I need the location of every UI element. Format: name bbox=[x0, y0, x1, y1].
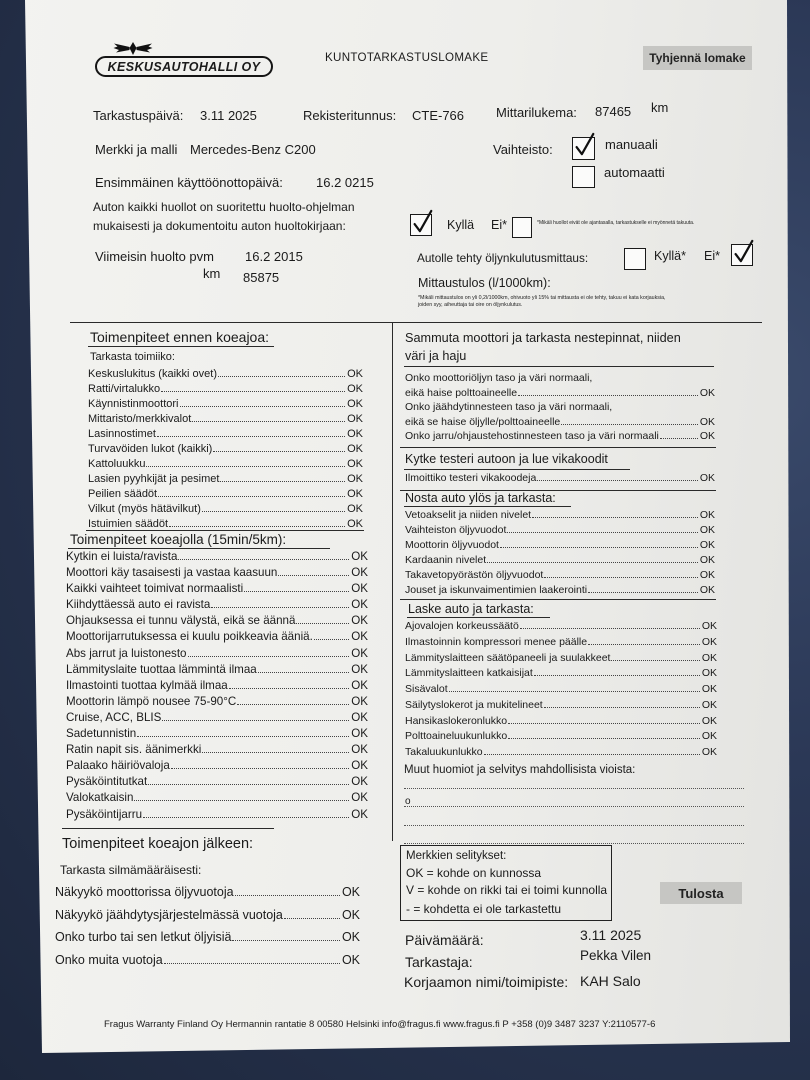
notes-line[interactable] bbox=[404, 825, 744, 826]
after-drive-title: Toimenpiteet koeajon jälkeen: bbox=[62, 836, 254, 852]
dotted-leader bbox=[148, 784, 349, 785]
check-item bbox=[66, 581, 368, 597]
fluids-checklist bbox=[405, 371, 715, 444]
dotted-leader bbox=[164, 963, 340, 964]
check-item-label: Lasien pyyhkijät ja pesimet bbox=[88, 473, 220, 485]
check-item-label: eikä haise polttoaineelle bbox=[405, 386, 518, 399]
odometer-unit: km bbox=[651, 100, 669, 115]
check-item-status[interactable]: OK bbox=[351, 759, 368, 773]
section-divider bbox=[70, 322, 762, 323]
dotted-leader bbox=[162, 720, 349, 721]
check-item-status[interactable]: OK bbox=[347, 503, 363, 515]
gearbox-automatic-label: automaatti bbox=[604, 165, 665, 180]
lowered-checklist bbox=[405, 619, 717, 761]
signoff-date-field[interactable]: 3.11 2025 bbox=[580, 927, 642, 943]
dotted-leader bbox=[137, 736, 349, 737]
check-item-status[interactable]: OK bbox=[347, 413, 363, 425]
check-item-label: Moottorijarrutuksessa ei kuulu poikkeavia ääniä. bbox=[66, 630, 313, 644]
check-item bbox=[88, 367, 363, 382]
check-item bbox=[405, 682, 717, 698]
dotted-leader bbox=[146, 466, 345, 467]
test-drive-end-line bbox=[62, 828, 274, 829]
check-item bbox=[405, 745, 717, 761]
before-drive-subtitle: Tarkasta toimiiko: bbox=[90, 351, 175, 363]
check-item bbox=[55, 881, 360, 904]
legend-title: Merkkien selitykset: bbox=[406, 850, 507, 862]
dotted-leader bbox=[487, 562, 698, 563]
oil-test-yes-label: Kyllä* bbox=[654, 249, 686, 263]
dotted-leader bbox=[161, 391, 345, 392]
check-item-status[interactable]: OK bbox=[699, 538, 715, 551]
clear-form-button[interactable]: Tyhjennä lomake bbox=[643, 46, 752, 70]
dotted-leader bbox=[244, 591, 349, 592]
check-item-label: Vaihteiston öljyvuodot bbox=[405, 523, 507, 536]
service-history-footnote: *Mikäli huollot eivät ole ajantasalla, tarkastukselle ei myönnetä takuuta. bbox=[537, 220, 695, 226]
check-item-label: Istuimien säädöt bbox=[88, 518, 169, 530]
check-item-status[interactable]: OK bbox=[351, 807, 368, 821]
check-item-label: Lasinnostimet bbox=[88, 428, 156, 440]
inspection-date-field[interactable]: 3.11 2025 bbox=[200, 108, 257, 123]
check-item bbox=[405, 538, 715, 553]
check-item-label: Sisävalot bbox=[405, 683, 448, 695]
dotted-leader bbox=[192, 421, 345, 422]
check-item-label: Cruise, ACC, BLIS bbox=[66, 710, 162, 724]
fluids-title-line2: väri ja haju bbox=[405, 349, 467, 363]
service-history-no-label: Ei* bbox=[491, 218, 507, 232]
service-history-yes-label: Kyllä bbox=[447, 218, 475, 232]
notes-entry[interactable]: o bbox=[405, 796, 411, 807]
dotted-leader bbox=[500, 547, 698, 548]
check-item-label: Pysäköintitutkat bbox=[66, 775, 148, 789]
dotted-leader bbox=[169, 526, 345, 527]
dotted-leader bbox=[518, 395, 698, 396]
check-item bbox=[88, 472, 363, 487]
check-item bbox=[55, 949, 360, 972]
dotted-leader bbox=[237, 704, 349, 705]
check-item-label: Ilmastointi tuottaa kylmää ilmaa bbox=[66, 678, 228, 692]
diagnostics-checklist bbox=[405, 471, 715, 486]
check-item bbox=[66, 549, 368, 565]
dotted-leader bbox=[202, 511, 345, 512]
check-item-label: Ilmoittiko testeri vikakoodeja bbox=[405, 472, 537, 484]
dotted-leader bbox=[588, 592, 698, 593]
checkmark-icon bbox=[412, 208, 433, 235]
check-item-status[interactable]: OK bbox=[351, 598, 368, 612]
check-item-status[interactable]: OK bbox=[351, 791, 368, 805]
check-item bbox=[405, 429, 715, 444]
check-item bbox=[405, 635, 717, 651]
check-item-label: Palaako häiriövaloja bbox=[66, 759, 170, 773]
dotted-leader bbox=[188, 656, 350, 657]
checkmark-icon bbox=[733, 238, 754, 265]
check-item-label: Onko turbo tai sen letkut öljyisiä bbox=[55, 930, 232, 945]
check-item-status[interactable]: OK bbox=[699, 472, 715, 484]
check-item-status[interactable]: OK bbox=[699, 386, 715, 399]
registration-label: Rekisteritunnus: bbox=[303, 108, 397, 123]
test-drive-title: Toimenpiteet koeajolla (15min/5km): bbox=[70, 532, 287, 547]
check-item bbox=[66, 790, 368, 806]
check-item bbox=[405, 415, 715, 430]
legend-item-v: V = kohde on rikki tai ei toimi kunnolla bbox=[406, 883, 608, 897]
check-item-status[interactable]: OK bbox=[699, 568, 715, 581]
lifted-end-line bbox=[400, 599, 716, 600]
before-drive-checklist bbox=[88, 367, 363, 532]
footer-company-info: Fragus Warranty Finland Oy Hermannin rantatie 8 00580 Helsinki info@fragus.fi www.fragus.fi P +358 (0)9 3487 3237 Y:2110577-6 bbox=[104, 1019, 656, 1030]
check-item-label: Valokatkaisin bbox=[66, 791, 134, 805]
lifted-title: Nosta auto ylös ja tarkasta: bbox=[405, 491, 556, 505]
gearbox-manual-label: manuaali bbox=[605, 137, 658, 152]
check-item bbox=[405, 568, 715, 583]
odometer-field[interactable]: 87465 bbox=[595, 104, 632, 119]
check-item bbox=[405, 651, 717, 667]
dotted-leader bbox=[507, 532, 697, 533]
dotted-leader bbox=[171, 768, 349, 769]
dotted-leader bbox=[229, 688, 349, 689]
check-item bbox=[66, 613, 368, 629]
check-item-status[interactable]: OK bbox=[701, 667, 717, 680]
check-item bbox=[405, 553, 715, 568]
check-item bbox=[66, 662, 368, 678]
check-item-label: Näkyykö jäähdytysjärjestelmässä vuotoja bbox=[55, 907, 283, 922]
check-item-label: Keskuslukitus (kaikki ovet) bbox=[88, 368, 217, 380]
print-button[interactable]: Tulosta bbox=[660, 882, 742, 904]
gearbox-automatic-checkbox[interactable] bbox=[572, 166, 595, 188]
dotted-leader bbox=[235, 895, 340, 896]
check-item-status[interactable]: OK bbox=[701, 730, 717, 743]
check-item bbox=[66, 710, 368, 726]
check-item-label: Ohjauksessa ei tunnu välystä, eikä se äännä bbox=[66, 614, 296, 628]
check-item-text bbox=[405, 371, 715, 386]
check-item-status[interactable]: OK bbox=[351, 566, 368, 580]
column-divider bbox=[392, 323, 393, 841]
check-item-label: Ilmastoinnin kompressori menee päälle bbox=[405, 635, 588, 648]
check-item-label: Ajovalojen korkeussäätö bbox=[405, 620, 519, 632]
check-item-label: Onko jarru/ohjaustehostinnesteen taso ja väri normaali bbox=[405, 430, 659, 442]
check-item bbox=[55, 904, 360, 927]
notes-line[interactable] bbox=[404, 806, 744, 807]
check-item bbox=[88, 397, 363, 412]
before-drive-title-underline bbox=[88, 346, 274, 347]
check-item-label: Turvavöiden lukot (kaikki) bbox=[88, 443, 213, 455]
check-item-status[interactable]: OK bbox=[347, 398, 363, 410]
check-item bbox=[405, 666, 717, 682]
check-item-status[interactable]: OK bbox=[341, 953, 360, 968]
test-drive-checklist bbox=[66, 549, 368, 823]
dotted-leader bbox=[213, 451, 345, 452]
check-item bbox=[66, 629, 368, 645]
check-item-label: Peilien säädöt bbox=[88, 488, 158, 500]
check-item bbox=[55, 926, 360, 949]
check-item-status[interactable]: OK bbox=[699, 523, 715, 536]
check-item-label: Polttoaineluukunlukko bbox=[405, 730, 508, 743]
dotted-leader bbox=[218, 376, 345, 377]
fluids-title-underline bbox=[404, 366, 714, 367]
check-item-label: Jouset ja iskunvaimentimien laakerointi bbox=[405, 583, 588, 596]
check-item-label: Lämmityslaitteen katkaisijat bbox=[405, 667, 533, 680]
oil-test-no-checkbox[interactable] bbox=[731, 244, 753, 266]
check-item-label: Onko moottoriöljyn taso ja väri normaali, bbox=[405, 372, 593, 384]
check-item-label: Moottori käy tasaisesti ja vastaa kaasuun bbox=[66, 566, 278, 580]
inspection-date-label: Tarkastuspäivä: bbox=[93, 108, 184, 123]
check-item-text bbox=[405, 400, 715, 415]
fluids-end-line bbox=[400, 447, 716, 448]
check-item-status[interactable]: OK bbox=[351, 727, 368, 741]
check-item-status[interactable]: OK bbox=[347, 458, 363, 470]
check-item-status[interactable]: OK bbox=[351, 662, 368, 676]
form-title: KUNTOTARKASTUSLOMAKE bbox=[325, 51, 489, 64]
first-registration-field[interactable]: 16.2 0215 bbox=[316, 175, 374, 190]
check-item-status[interactable]: OK bbox=[347, 368, 363, 380]
company-logo: KESKUSAUTOHALLI OY bbox=[95, 56, 273, 77]
check-item-label: Lämmityslaite tuottaa lämmintä ilmaa bbox=[66, 662, 257, 676]
check-item bbox=[66, 565, 368, 581]
dotted-leader bbox=[508, 723, 700, 724]
check-item bbox=[405, 698, 717, 714]
fluids-title-line1: Sammuta moottori ja tarkasta nestepinnat, niiden bbox=[405, 331, 681, 345]
check-item-label: Onko jäähdytinnesteen taso ja väri normaali, bbox=[405, 401, 613, 413]
last-service-km-field[interactable]: 85875 bbox=[243, 270, 280, 285]
last-service-date-label: Viimeisin huolto pvm bbox=[95, 249, 214, 264]
dotted-leader bbox=[508, 738, 700, 739]
dotted-leader bbox=[588, 644, 700, 645]
check-item-status[interactable]: OK bbox=[701, 651, 717, 664]
check-item-status[interactable]: OK bbox=[701, 698, 717, 711]
last-service-date-field[interactable]: 16.2 2015 bbox=[245, 249, 303, 264]
check-item bbox=[88, 412, 363, 427]
odometer-label: Mittarilukema: bbox=[496, 105, 577, 120]
check-item bbox=[66, 807, 368, 823]
service-history-text-line2: mukaisesti ja dokumentoitu auton huoltokirjaan: bbox=[93, 219, 346, 233]
checkmark-icon bbox=[574, 131, 595, 158]
check-item-label: Takavetopyörästön öljyvuodot bbox=[405, 568, 544, 581]
check-item-status[interactable]: OK bbox=[341, 930, 360, 945]
check-item-status[interactable]: OK bbox=[699, 583, 715, 596]
check-item-status[interactable]: OK bbox=[701, 635, 717, 648]
check-item bbox=[66, 597, 368, 613]
legend-item-dash: - = kohdetta ei ole tarkastettu bbox=[406, 902, 562, 916]
check-item-label: Lämmityslaitteen säätöpaneeli ja suulakkeet bbox=[405, 651, 611, 664]
check-item-status[interactable]: OK bbox=[701, 620, 717, 632]
dotted-leader bbox=[532, 517, 698, 518]
check-item-status[interactable]: OK bbox=[351, 694, 368, 708]
dotted-leader bbox=[611, 660, 699, 661]
service-history-no-checkbox[interactable] bbox=[512, 217, 532, 238]
check-item bbox=[405, 583, 715, 598]
check-item-status[interactable]: OK bbox=[347, 473, 363, 485]
check-item-status[interactable]: OK bbox=[351, 775, 368, 789]
check-item-status[interactable]: OK bbox=[701, 746, 717, 758]
dotted-leader bbox=[484, 754, 700, 755]
check-item bbox=[88, 487, 363, 502]
oil-test-footnote: *Mikäli mittaustulos on yli 0,2l/1000km, ohivuoto yli 15% tai mittausta ei ole tehty, takuu ei kata korjauksia, joiden syy, aiheuttaja tai oire on öljynkulutus. bbox=[418, 295, 666, 309]
registration-field[interactable]: CTE-766 bbox=[412, 108, 465, 123]
check-item bbox=[66, 646, 368, 662]
check-item-status[interactable]: OK bbox=[351, 630, 368, 644]
before-drive-end-line bbox=[86, 530, 364, 531]
dotted-leader bbox=[660, 438, 698, 439]
check-item-status[interactable]: OK bbox=[699, 553, 715, 566]
check-item-label: Säilytyslokerot ja mukitelineet bbox=[405, 698, 543, 711]
check-item bbox=[88, 442, 363, 457]
dotted-leader bbox=[220, 481, 345, 482]
check-item-status[interactable]: OK bbox=[347, 488, 363, 500]
check-item-label: Hansikaslokeronlukko bbox=[405, 714, 508, 727]
check-item-label: Onko muita vuotoja bbox=[55, 953, 163, 968]
gearbox-manual-checkbox[interactable] bbox=[572, 137, 595, 160]
check-item-label: Käynnistinmoottori bbox=[88, 398, 179, 410]
inspector-field[interactable]: Pekka Vilen bbox=[580, 948, 652, 963]
dotted-leader bbox=[202, 752, 349, 753]
check-item-status[interactable]: OK bbox=[701, 683, 717, 695]
check-item-status[interactable]: OK bbox=[347, 428, 363, 440]
dotted-leader bbox=[449, 691, 700, 692]
check-item-label: Vilkut (myös hätävilkut) bbox=[88, 503, 201, 515]
lifted-checklist bbox=[405, 508, 715, 598]
workshop-label: Korjaamon nimi/toimipiste: bbox=[404, 974, 569, 990]
check-item-status[interactable]: OK bbox=[341, 907, 360, 922]
dotted-leader bbox=[134, 800, 349, 801]
check-item-label: eikä se haise öljylle/polttoaineelle bbox=[405, 415, 561, 428]
dotted-leader bbox=[157, 436, 345, 437]
check-item-label: Kiihdyttäessä auto ei ravista bbox=[66, 598, 211, 612]
check-item bbox=[88, 382, 363, 397]
dotted-leader bbox=[278, 575, 349, 576]
check-item bbox=[66, 694, 368, 710]
check-item-label: Ratti/virtalukko bbox=[88, 383, 161, 395]
check-item-status[interactable]: OK bbox=[351, 710, 368, 724]
dotted-leader bbox=[284, 918, 340, 919]
gearbox-label: Vaihteisto: bbox=[493, 142, 553, 157]
diagnostics-title: Kytke testeri autoon ja lue vikakoodit bbox=[405, 452, 608, 466]
oil-test-yes-checkbox[interactable] bbox=[624, 248, 646, 270]
check-item-label: Vetoakselit ja niiden nivelet bbox=[405, 508, 532, 521]
dotted-leader bbox=[211, 607, 349, 608]
check-item bbox=[405, 471, 715, 486]
check-item-label: Kattoluukku bbox=[88, 458, 146, 470]
check-item bbox=[88, 502, 363, 517]
inspector-label: Tarkastaja: bbox=[405, 954, 473, 970]
check-item-status[interactable]: OK bbox=[701, 714, 717, 727]
signoff-date-label: Päivämäärä: bbox=[405, 932, 484, 948]
check-item-status[interactable]: OK bbox=[699, 415, 715, 428]
last-service-km-label: km bbox=[203, 266, 221, 281]
check-item-status[interactable]: OK bbox=[351, 646, 368, 660]
check-item bbox=[66, 774, 368, 790]
check-item-label: Kardaanin nivelet bbox=[405, 553, 487, 566]
dotted-leader bbox=[544, 577, 697, 578]
service-history-text-line1: Auton kaikki huollot on suoritettu huolto-ohjelman bbox=[93, 200, 355, 214]
check-item bbox=[405, 619, 717, 635]
oil-test-no-label: Ei* bbox=[704, 249, 720, 263]
notes-line[interactable] bbox=[404, 788, 744, 789]
dotted-leader bbox=[314, 639, 349, 640]
check-item-label: Abs jarrut ja luistonesto bbox=[66, 646, 187, 660]
check-item bbox=[66, 742, 368, 758]
dotted-leader bbox=[178, 559, 349, 560]
service-history-yes-checkbox[interactable] bbox=[410, 214, 432, 236]
lowered-title: Laske auto ja tarkasta: bbox=[408, 602, 534, 616]
check-item bbox=[405, 729, 717, 745]
check-item-label: Pysäköintijarru bbox=[66, 807, 143, 821]
dotted-leader bbox=[180, 406, 346, 407]
dotted-leader bbox=[232, 940, 339, 941]
check-item bbox=[66, 758, 368, 774]
check-item-label: Moottorin öljyvuodot bbox=[405, 538, 499, 551]
check-item bbox=[66, 726, 368, 742]
check-item bbox=[88, 427, 363, 442]
check-item-status[interactable]: OK bbox=[699, 508, 715, 521]
check-item-label: Näkyykö moottorissa öljyvuotoja bbox=[55, 885, 234, 899]
check-item-label: Takaluukunlukko bbox=[405, 746, 483, 758]
workshop-field[interactable]: KAH Salo bbox=[580, 973, 641, 989]
check-item bbox=[405, 508, 715, 523]
check-item bbox=[88, 457, 363, 472]
check-item-status[interactable]: OK bbox=[351, 614, 368, 628]
check-item-label: Moottorin lämpö nousee 75-90°C bbox=[66, 694, 237, 708]
check-item-status[interactable]: OK bbox=[351, 678, 368, 692]
dotted-leader bbox=[561, 424, 698, 425]
make-model-field[interactable]: Mercedes-Benz C200 bbox=[190, 142, 316, 157]
dotted-leader bbox=[158, 496, 345, 497]
dotted-leader bbox=[544, 707, 700, 708]
notes-label: Muut huomiot ja selvitys mahdollisista vioista: bbox=[404, 764, 636, 776]
first-registration-label: Ensimmäinen käyttöönottopäivä: bbox=[95, 175, 283, 190]
lowered-title-underline bbox=[407, 617, 550, 618]
check-item-status[interactable]: OK bbox=[351, 743, 368, 757]
check-item bbox=[405, 714, 717, 730]
before-drive-title: Toimenpiteet ennen koeajoa: bbox=[90, 329, 270, 345]
diagnostics-title-underline bbox=[404, 469, 630, 470]
check-item-label: Kytkin ei luista/ravista bbox=[66, 550, 178, 563]
make-model-label: Merkki ja malli bbox=[95, 142, 178, 157]
check-item-label: Kaikki vaihteet toimivat normaalisti bbox=[66, 582, 244, 596]
check-item-status[interactable]: OK bbox=[351, 582, 368, 596]
check-item-status[interactable]: OK bbox=[347, 518, 363, 530]
after-drive-subtitle: Tarkasta silmämääräisesti: bbox=[60, 863, 202, 877]
check-item-label: Ratin napit sis. äänimerkki bbox=[66, 743, 202, 757]
oil-test-result-label: Mittaustulos (l/1000km): bbox=[418, 276, 551, 290]
dotted-leader bbox=[143, 817, 349, 818]
dotted-leader bbox=[258, 672, 350, 673]
check-item-label: Mittaristo/merkkivalot bbox=[88, 413, 192, 425]
oil-test-label: Autolle tehty öljynkulutusmittaus: bbox=[417, 251, 589, 265]
check-item bbox=[405, 523, 715, 538]
check-item-status[interactable]: OK bbox=[699, 430, 715, 442]
after-drive-checklist bbox=[55, 881, 360, 972]
dotted-leader bbox=[534, 675, 700, 676]
check-item bbox=[405, 386, 715, 401]
check-item-label: Sadetunnistin bbox=[66, 727, 137, 741]
check-item-status[interactable]: OK bbox=[351, 550, 368, 563]
dotted-leader bbox=[537, 480, 698, 481]
notes-line[interactable] bbox=[404, 843, 744, 844]
dotted-leader bbox=[520, 628, 700, 629]
check-item-status[interactable]: OK bbox=[347, 443, 363, 455]
check-item-status[interactable]: OK bbox=[341, 885, 360, 899]
dotted-leader bbox=[296, 623, 349, 624]
check-item-status[interactable]: OK bbox=[347, 383, 363, 395]
legend-item-ok: OK = kohde on kunnossa bbox=[406, 866, 542, 880]
check-item bbox=[66, 678, 368, 694]
